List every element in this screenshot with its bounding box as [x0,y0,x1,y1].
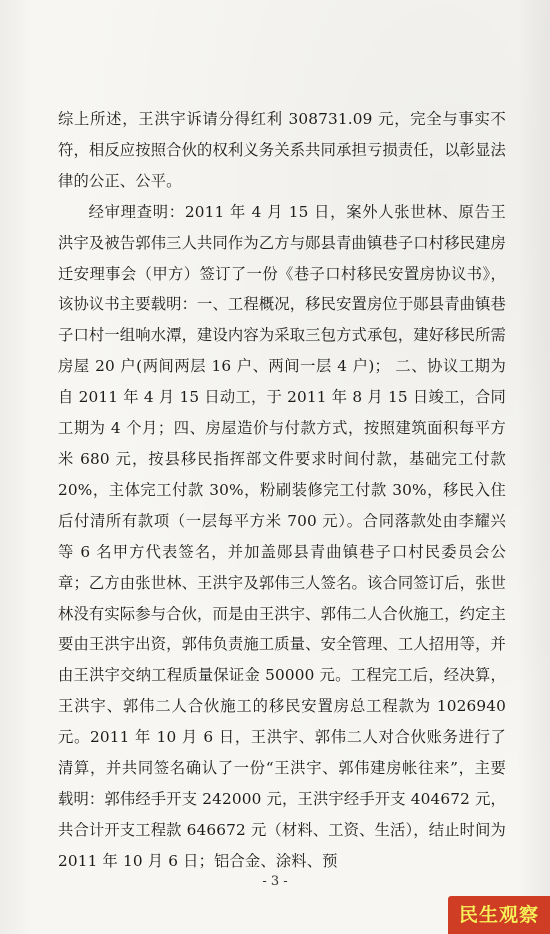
watermark-badge: 民生观察 [448,896,550,934]
paragraph-conclusion: 综上所述，王洪宇诉请分得红利 308731.09 元，完全与事实不符，相反应按照合伙的权利义务关系共同承担亏损责任，以彰显法律的公正、公平。 [58,110,506,190]
page-number: - 3 - [262,874,288,889]
paragraph-findings: 经审理查明：2011 年 4 月 15 日，案外人张世林、原告王洪宇及被告郭伟三人共同作为乙方与郧县青曲镇巷子口村移民建房迁安理事会（甲方）签订了一份《巷子口村移民安置房协议书》，该协议书主要载明：一、工程概况，移民安置房位于郧县青曲镇巷子口村一组响水潭，建设内容为采取三包方式承包，建好移民所需房屋 20 户(两间两层 16 户、两间一层 4 户)； 二、协议工期为自 2011 年 4 月 15 日动工，于 2011 年 8 月 15 日竣工，合同工期为 4 个月；四、房屋造价与付款方式，按照建筑面积每平方米 680 元，按县移民指挥部文件要求时间付款，基础完工付款 20%，主体完工付款 30%，粉刷装修完工付款 30%，移民入住后付清所有款项（一层每平方米 700 元）。合同落款处由李耀兴等 6 名甲方代表签名，并加盖郧县青曲镇巷子口村民委员会公章；乙方由张世林、王洪宇及郭伟三人签名。该合同签订后，张世林没有实际参与合伙，而是由王洪宇、郭伟二人合伙施工，约定主要由王洪宇出资，郭伟负责施工质量、安全管理、工人招用等，并由王洪宇交纳工程质量保证金 50000 元。工程完工后，经决算，王洪宇、郭伟二人合伙施工的移民安置房总工程款为 1026940 元。2011 年 10 月 6 日，王洪宇、郭伟二人对合伙账务进行了清算，并共同签名确认了一份“王洪宇、郭伟建房帐往来”，主要载明：郭伟经手开支 242000 元，王洪宇经手开支 404672 元，共合计开支工程款 646672 元（材料、工资、生活），结止时间为 2011 年 10 月 6 日；铝合金、涂料、预 [58,202,506,870]
document-body [58,104,506,877]
